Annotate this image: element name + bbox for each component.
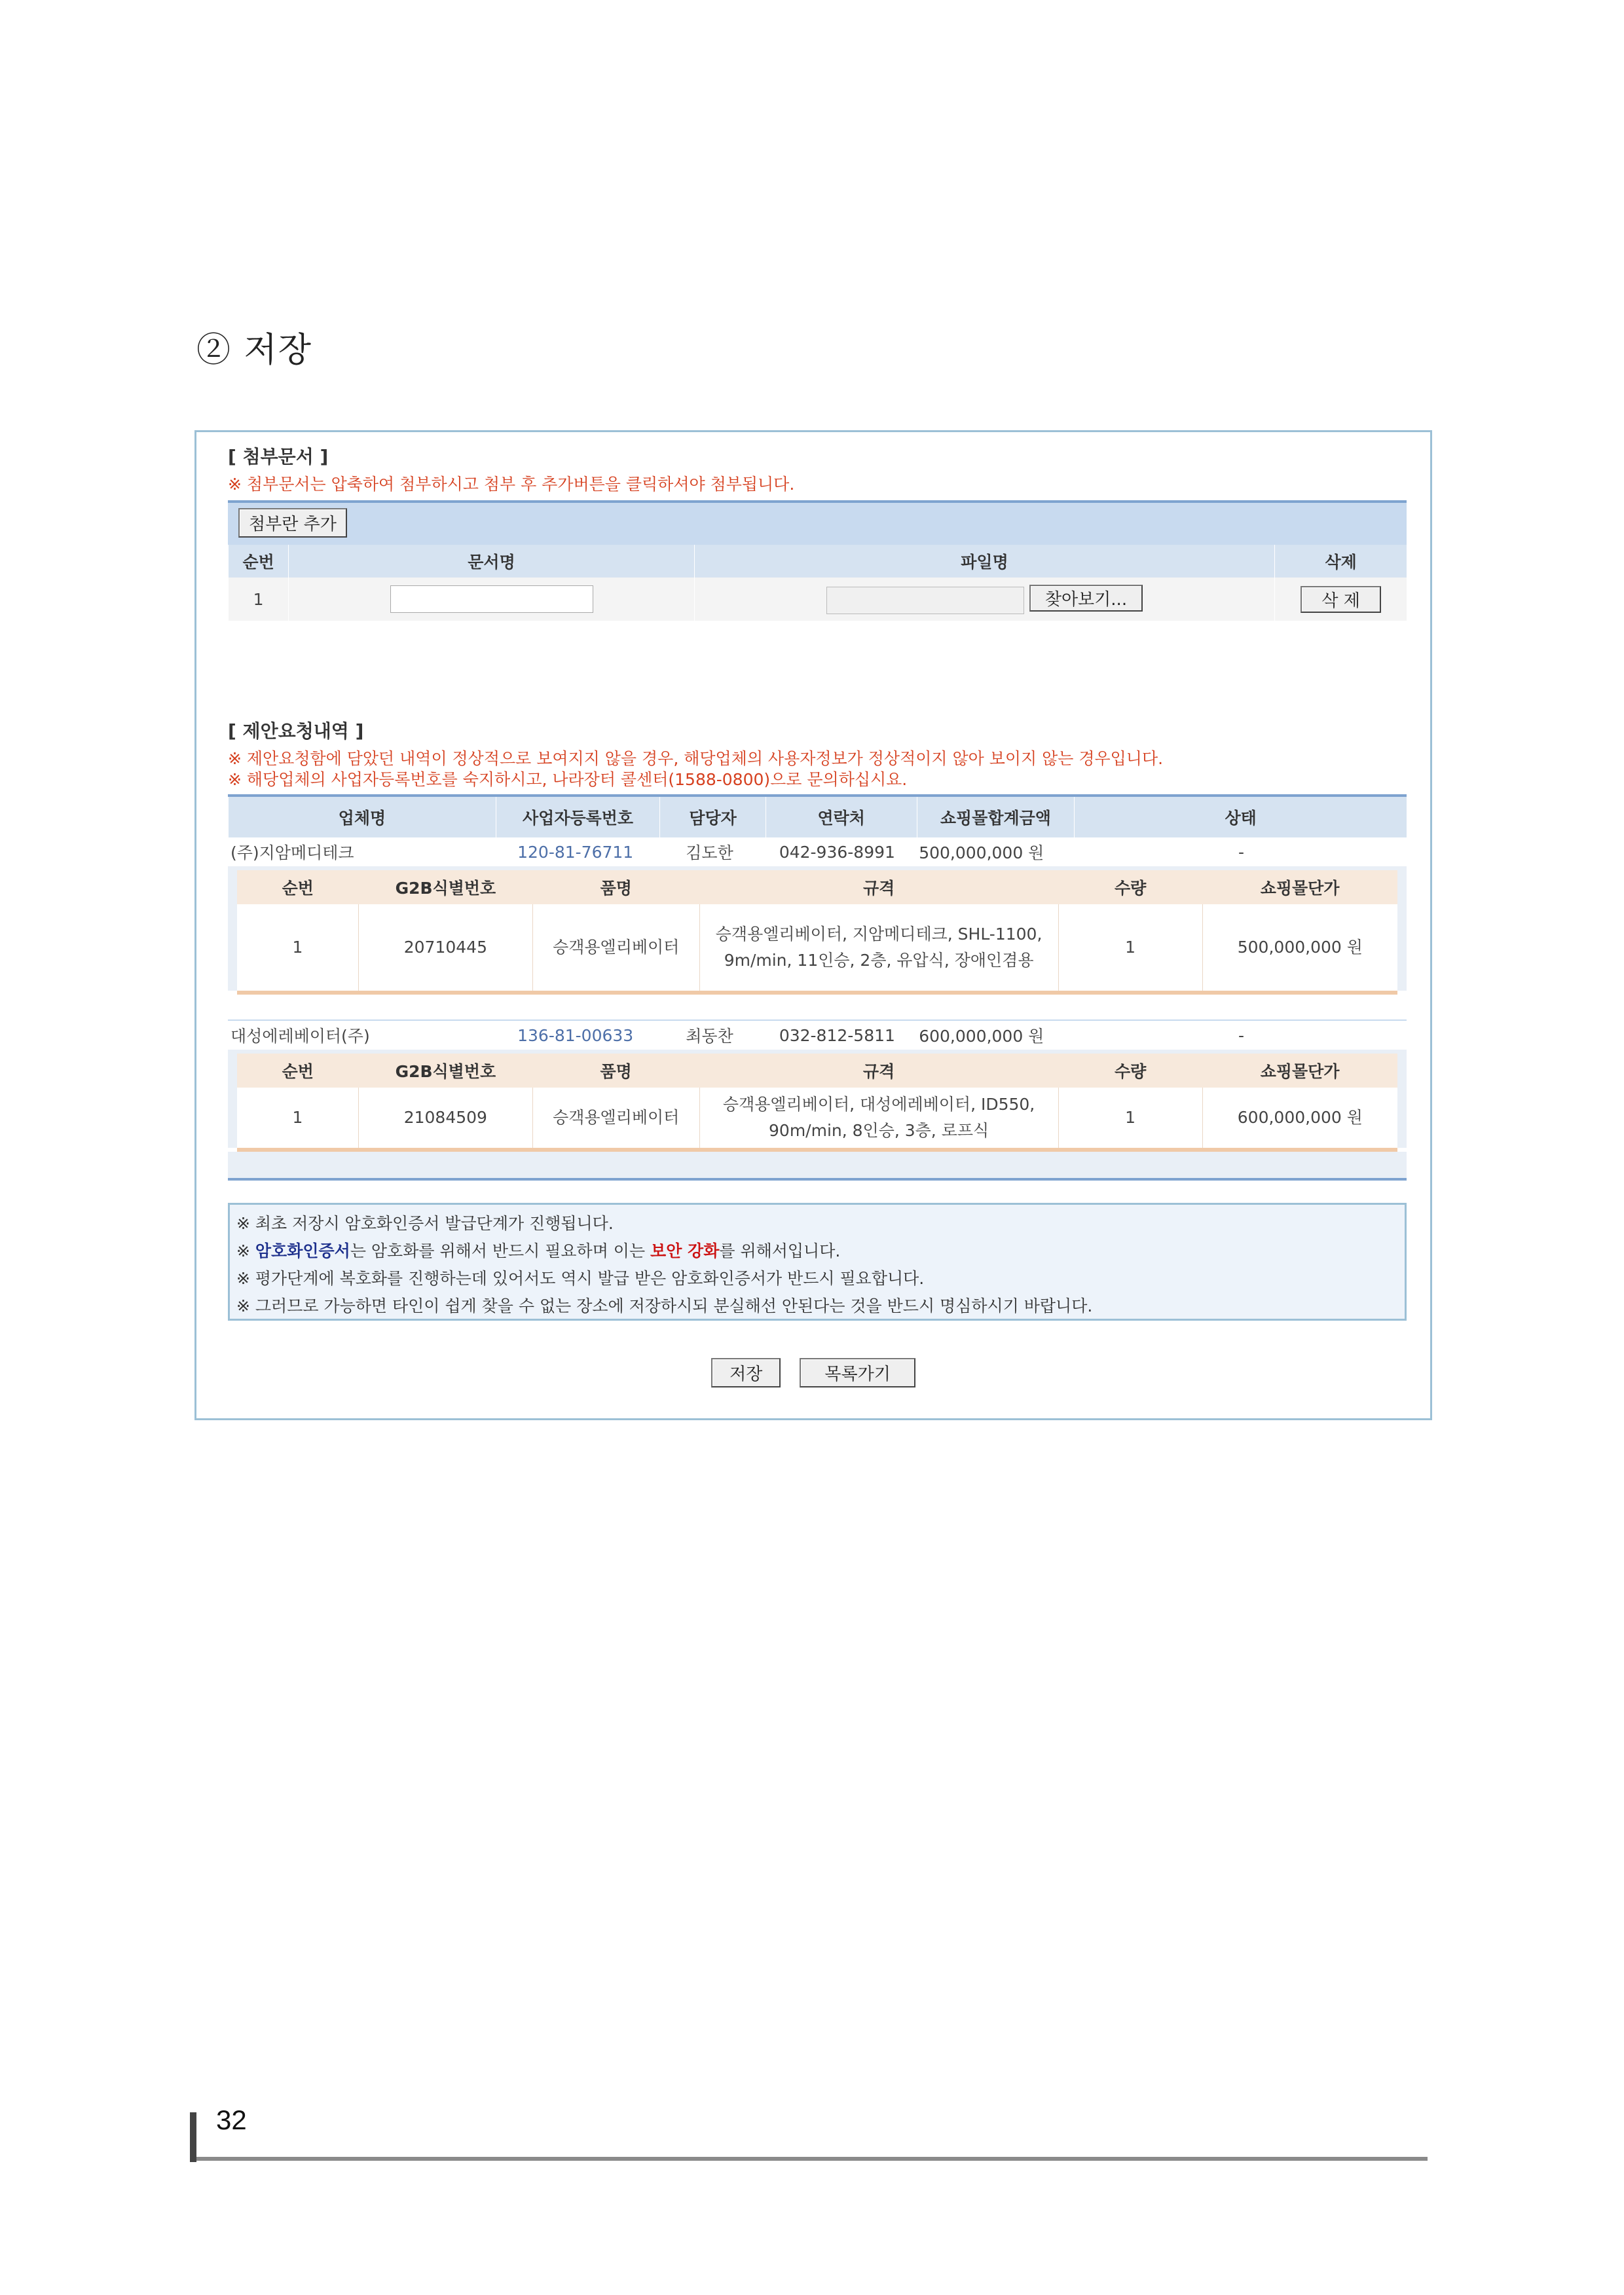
col-item-no: 순번: [237, 870, 358, 904]
action-buttons: [196, 1358, 1430, 1387]
col-spec: 규격: [699, 1054, 1058, 1088]
item-spec: 승객용엘리베이터, 지암메디테크, SHL-1100, 9m/min, 11인승, 2층, 유압식, 장애인겸용: [699, 904, 1058, 991]
vendor-biz-no[interactable]: 136-81-00633: [494, 1020, 657, 1050]
item-row: [237, 904, 1397, 991]
vendor-name: (주)지암메디테크: [228, 837, 494, 866]
attachments-section: [228, 443, 1407, 621]
info-line-2-middle: 는 암호화를 위해서 반드시 필요하며 이는: [350, 1241, 651, 1260]
vendor-header-row: [229, 796, 1407, 837]
col-product: 품명: [532, 870, 699, 904]
item-qty: 1: [1058, 904, 1202, 991]
attachment-row: [229, 578, 1407, 621]
info-line-2: [236, 1238, 1398, 1265]
col-manager: 담당자: [660, 796, 766, 837]
request-table-footer: [228, 1152, 1407, 1178]
vendor-row-1: [228, 837, 1407, 866]
doc-name-input[interactable]: [390, 585, 593, 613]
attachments-toolbar: [228, 500, 1407, 545]
col-qty: 수량: [1058, 1054, 1202, 1088]
doc-name-cell: [289, 578, 695, 621]
info-line-2-suffix: 를 위해서입니다.: [719, 1241, 841, 1260]
col-unit-price: 쇼핑몰단가: [1202, 870, 1397, 904]
info-line-1: ※ 최초 저장시 암호화인증서 발급단계가 진행됩니다.: [236, 1214, 614, 1233]
attachment-no: 1: [229, 578, 289, 621]
vendor-1-items: [228, 866, 1407, 991]
col-item-no: 순번: [237, 1054, 358, 1088]
col-g2b: G2B식별번호: [358, 870, 532, 904]
vendor-row: [228, 1020, 1407, 1050]
items-table: [237, 1054, 1397, 1148]
item-product: 승객용엘리베이터: [532, 904, 699, 991]
save-button[interactable]: 저장: [711, 1358, 781, 1387]
item-product: 승객용엘리베이터: [532, 1088, 699, 1148]
item-row: [237, 1088, 1397, 1148]
col-file-name: 파일명: [694, 545, 1274, 578]
attachments-header-row: [229, 545, 1407, 578]
col-biz-no: 사업자등록번호: [496, 796, 660, 837]
attachments-notice: ※ 첨부문서는 압축하여 첨부하시고 첨부 후 추가버튼을 클릭하셔야 첨부됩니다.: [228, 475, 795, 494]
items-table: [237, 870, 1397, 991]
item-g2b: 20710445: [358, 904, 532, 991]
vendor-biz-no[interactable]: 120-81-76711: [494, 837, 657, 866]
delete-button[interactable]: 삭 제: [1301, 586, 1381, 613]
attachments-title: [ 첨부문서 ]: [228, 446, 329, 468]
item-price: 600,000,000 원: [1202, 1088, 1397, 1148]
col-product: 품명: [532, 1054, 699, 1088]
col-total: 쇼핑몰합계금액: [917, 796, 1075, 837]
vendor-total: 500,000,000 원: [912, 837, 1076, 866]
vendor-manager: 최동찬: [657, 1020, 762, 1050]
list-button[interactable]: 목록가기: [800, 1358, 915, 1387]
col-qty: 수량: [1058, 870, 1202, 904]
file-name-cell: [694, 578, 1274, 621]
certificate-info-box: [228, 1203, 1407, 1321]
delete-cell: [1275, 578, 1407, 621]
info-security-highlight: 보안 강화: [650, 1241, 720, 1260]
request-table-wrap: [228, 794, 1407, 1181]
request-title: [ 제안요청내역 ]: [228, 720, 364, 742]
col-unit-price: 쇼핑몰단가: [1202, 1054, 1397, 1088]
screenshot-panel: [194, 430, 1432, 1420]
item-qty: 1: [1058, 1088, 1202, 1148]
vendor-status: -: [1076, 837, 1407, 866]
col-phone: 연락처: [766, 796, 917, 837]
vendor-status: -: [1076, 1020, 1407, 1050]
vendor-row-2: [228, 1019, 1407, 1050]
request-notice-1: ※ 제안요청함에 담았던 내역이 정상적으로 보여지지 않을 경우, 해당업체의 사용자정보가 정상적이지 않아 보이지 않는 경우입니다.: [228, 749, 1164, 768]
col-delete: 삭제: [1275, 545, 1407, 578]
col-vendor: 업체명: [229, 796, 496, 837]
col-doc-name: 문서명: [289, 545, 695, 578]
vendor-manager: 김도한: [657, 837, 762, 866]
vendor-2-items: [228, 1050, 1407, 1148]
section-heading: ② 저장: [196, 331, 312, 370]
item-spec: 승객용엘리베이터, 대성에레베이터, ID550, 90m/min, 8인승, 3층, 로프식: [699, 1088, 1058, 1148]
item-no: 1: [237, 904, 358, 991]
footer-accent-bar: [190, 2112, 196, 2162]
item-g2b: 21084509: [358, 1088, 532, 1148]
file-path-input[interactable]: [826, 587, 1024, 614]
page-number: 32: [216, 2104, 247, 2135]
browse-button[interactable]: 찾아보기...: [1029, 585, 1143, 612]
request-notice-2: ※ 해당업체의 사업자등록번호를 숙지하시고, 나라장터 콜센터(1588-0800)으로 문의하십시요.: [228, 770, 908, 789]
info-line-4: ※ 그러므로 가능하면 타인이 쉽게 찾을 수 없는 장소에 저장하시되 분실해선 안된다는 것을 반드시 명심하시기 바랍니다.: [236, 1296, 1093, 1315]
items-header-row: [237, 870, 1397, 904]
vendor-total: 600,000,000 원: [912, 1020, 1076, 1050]
attachments-table: [228, 545, 1407, 621]
request-section: [228, 717, 1407, 1181]
col-spec: 규격: [699, 870, 1058, 904]
col-no: 순번: [229, 545, 289, 578]
footer-rule: [196, 2157, 1428, 2161]
info-cert-highlight: 암호화인증서: [255, 1241, 350, 1260]
item-price: 500,000,000 원: [1202, 904, 1397, 991]
info-line-2-prefix: ※: [236, 1241, 255, 1260]
info-line-3: ※ 평가단계에 복호화를 진행하는데 있어서도 역시 발급 받은 암호화인증서가 반드시 필요합니다.: [236, 1269, 925, 1288]
vendor-phone: 042-936-8991: [762, 837, 913, 866]
item-no: 1: [237, 1088, 358, 1148]
vendor-gap: [228, 995, 1407, 1019]
col-status: 상태: [1075, 796, 1407, 837]
vendor-header-table: [228, 794, 1407, 837]
vendor-phone: 032-812-5811: [762, 1020, 913, 1050]
vendor-row: [228, 837, 1407, 866]
col-g2b: G2B식별번호: [358, 1054, 532, 1088]
vendor-name: 대성에레베이터(주): [228, 1020, 494, 1050]
items-header-row: [237, 1054, 1397, 1088]
add-attachment-button[interactable]: 첨부란 추가: [238, 508, 347, 538]
